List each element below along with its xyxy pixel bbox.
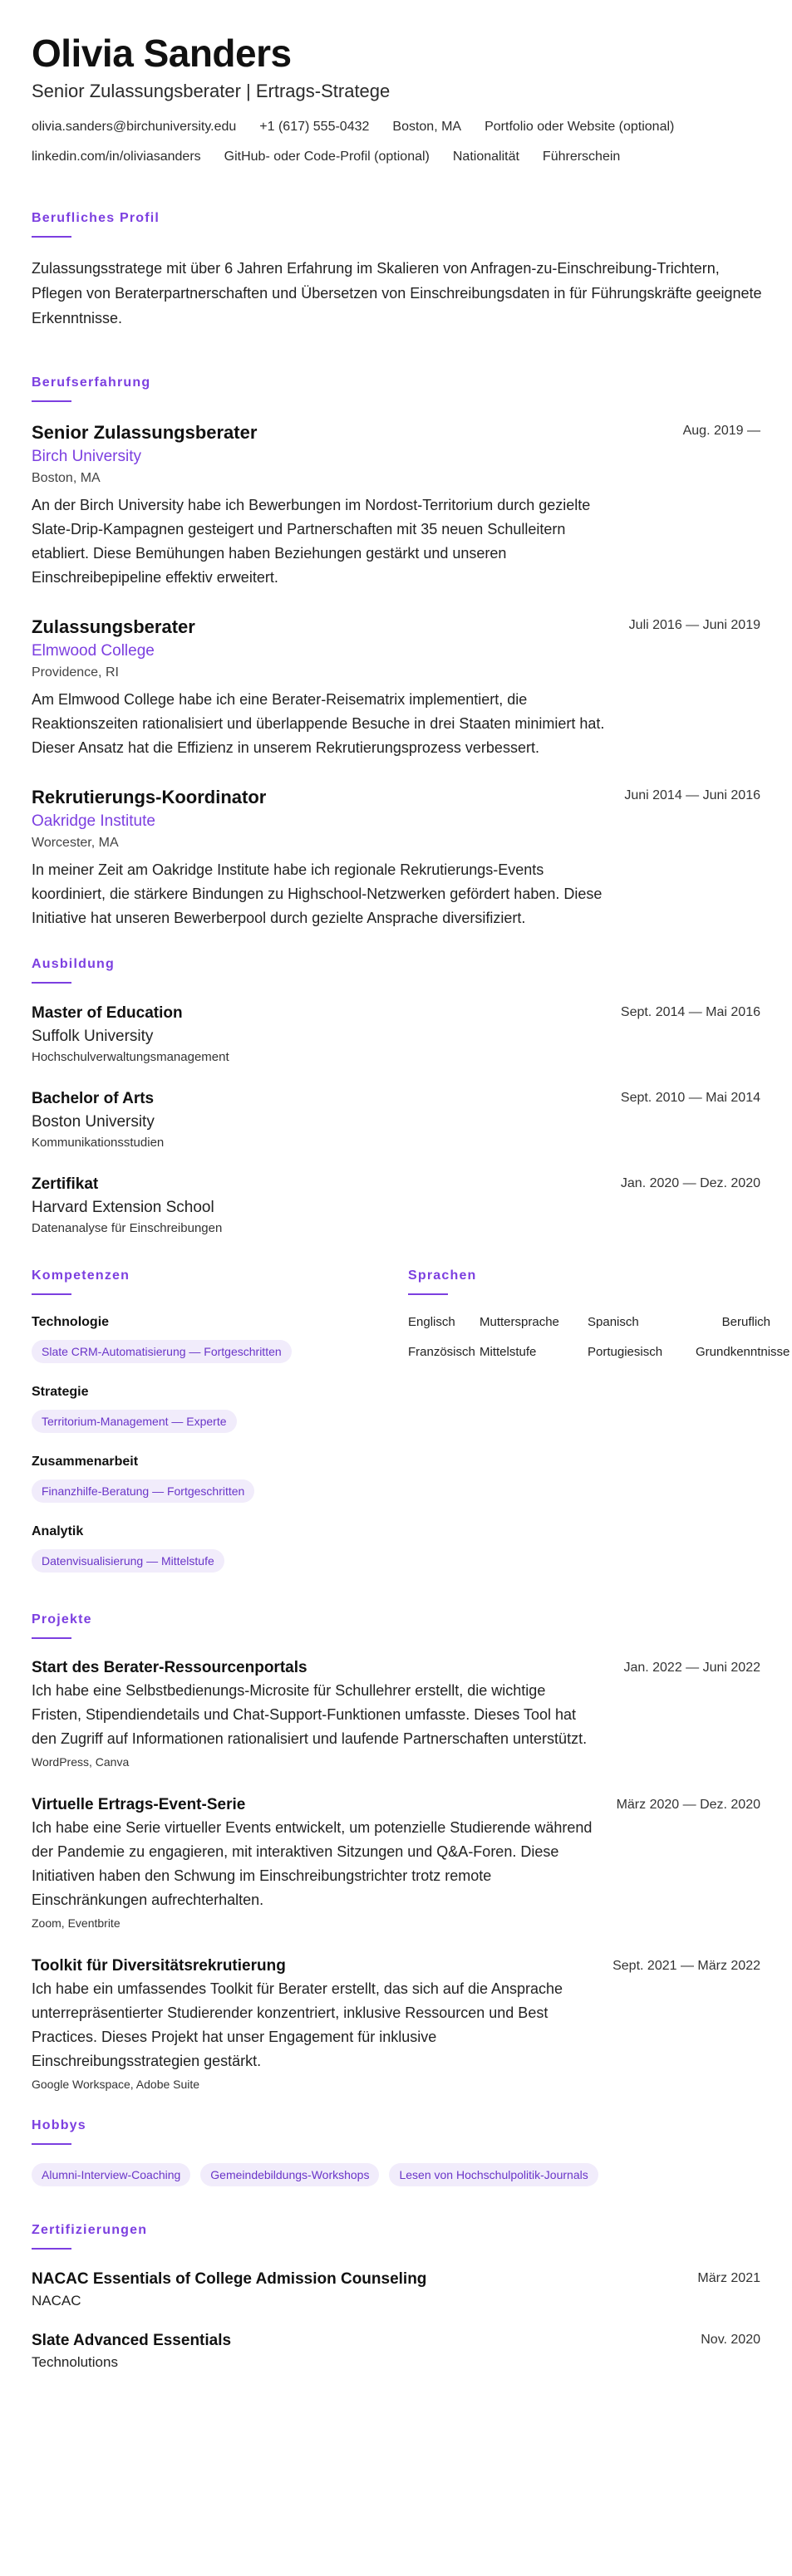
skill-tag: Territorium-Management — Experte [32,1410,237,1433]
section-divider [32,982,71,984]
profile-heading: Berufliches Profil [32,211,160,225]
language-level: Muttersprache [480,1315,559,1329]
languages-heading: Sprachen [408,1268,477,1283]
projects-heading: Projekte [32,1612,92,1627]
contact-license: Führerschein [542,150,621,164]
project-dates: März 2020 — Dez. 2020 [616,1798,760,1812]
education-degree: Zertifikat [32,1175,99,1193]
certification-issuer: NACAC [32,2293,81,2309]
section-divider [32,2143,71,2145]
experience-heading: Berufserfahrung [32,375,151,390]
project-title: Virtuelle Ertrags-Event-Serie [32,1796,246,1813]
experience-role: Zulassungsberater [32,616,195,637]
certification-item [32,2329,760,2372]
profile-section [32,209,760,331]
hobbies-heading: Hobbys [32,2118,86,2132]
candidate-title: Senior Zulassungsberater | Ertrags-Stratege [32,81,391,101]
skill-tag: Finanzhilfe-Beratung — Fortgeschritten [32,1479,254,1503]
contact-phone[interactable]: +1 (617) 555-0432 [259,120,370,134]
experience-company: Elmwood College [32,642,155,660]
experience-role: Rekrutierungs-Koordinator [32,787,267,807]
skill-group [32,1383,408,1433]
certification-date: März 2021 [697,2271,760,2285]
education-degree: Master of Education [32,1004,183,1022]
skill-tag: Datenvisualisierung — Mittelstufe [32,1549,224,1573]
section-divider [32,236,71,238]
education-school: Boston University [32,1113,155,1131]
contact-email[interactable]: olivia.sanders@birchuniversity.edu [32,120,237,134]
language-name: Portugiesisch [588,1345,663,1359]
section-divider [32,400,71,402]
certification-item [32,2268,760,2311]
education-field: Datenanalyse für Einschreibungen [32,1221,223,1235]
project-description: Ich habe eine Selbstbedienungs-Microsite für Schullehrer erstellt, die wichtige Fristen, Stipendiendetails und Chat-Support-Funktionen umfasste. Dieses Tool hat den Zugriff auf Informationen rationalisiert und laufende Partnerschaften unterstützt. [32,1682,588,1747]
education-field: Hochschulverwaltungsmanagement [32,1050,229,1064]
project-description: Ich habe eine Serie virtueller Events entwickelt, um potenzielle Studierende während der Pandemie zu engagieren, mit interaktiven Sitzungen und Q&A-Foren. Diese Initiativen haben den Schwung im Einschreibungstrichter trotz remote Einschränkungen aufrechterhalten. [32,1819,593,1908]
experience-dates: Aug. 2019 — [682,424,760,438]
experience-location: Worcester, MA [32,836,119,850]
skills-section [32,1267,408,1592]
education-school: Harvard Extension School [32,1199,214,1216]
skill-category: Technologie [32,1315,110,1329]
contact-linkedin[interactable]: linkedin.com/in/oliviasanders [32,150,201,164]
contact-github[interactable]: GitHub- oder Code-Profil (optional) [224,150,430,164]
certifications-section [32,2221,760,2372]
project-dates: Sept. 2021 — März 2022 [612,1959,760,1973]
experience-description: An der Birch University habe ich Bewerbungen im Nordost-Territorium durch gezielte Slate-Drip-Kampagnen gesteigert und Partnerschaften mit 35 neuen Schulleitern etabliert. Diese Bemühungen haben Beziehungen gestärkt und unseren Einschreibepipeline effektiv erweitert. [32,497,591,586]
profile-text: Zulassungsstratege mit über 6 Jahren Erfahrung im Skalieren von Anfragen-zu-Einschreibung-Trichtern, Pflegen von Beraterpartnerschaften und Übersetzen von Einschreibungsdaten in für Führungskräfte geeignete Erkenntnisse. [32,260,762,326]
contact-nationality: Nationalität [452,150,519,164]
language-name: Spanisch [588,1315,639,1329]
education-item [32,1173,760,1239]
project-tech: Google Workspace, Adobe Suite [32,2078,200,2091]
skill-tag: Slate CRM-Automatisierung — Fortgeschritten [32,1340,292,1363]
languages-section [408,1267,790,1592]
resume-header [32,30,760,166]
language-list [408,1313,790,1362]
contact-list [32,118,763,166]
experience-company: Birch University [32,448,141,465]
hobby-tag: Alumni-Interview-Coaching [32,2163,190,2186]
experience-dates: Juli 2016 — Juni 2019 [628,618,760,632]
experience-item [32,420,760,590]
skill-category: Analytik [32,1524,84,1538]
experience-item [32,785,760,930]
experience-role: Senior Zulassungsberater [32,422,258,443]
education-section [32,955,760,1239]
section-divider [32,1293,71,1295]
skill-category: Strategie [32,1385,89,1399]
education-field: Kommunikationsstudien [32,1136,165,1150]
education-item [32,1002,760,1067]
language-level: Mittelstufe [480,1345,537,1359]
certification-date: Nov. 2020 [701,2333,760,2347]
skill-category: Zusammenarbeit [32,1455,139,1469]
hobbies-section [32,2117,760,2186]
education-degree: Bachelor of Arts [32,1090,155,1107]
contact-location: Boston, MA [392,120,462,134]
experience-location: Providence, RI [32,665,119,680]
project-item [32,1955,760,2093]
education-dates: Sept. 2014 — Mai 2016 [620,1005,760,1019]
experience-description: Am Elmwood College habe ich eine Berater-Reisematrix implementiert, die Reaktionszeiten rationalisiert und überlappende Besuche in drei Staaten minimiert hat. Dieser Ansatz hat die Effizienz in unserem Rekrutierungsprozess verbessert. [32,691,605,756]
certification-name: NACAC Essentials of College Admission Counseling [32,2270,427,2288]
project-dates: Jan. 2022 — Juni 2022 [623,1661,760,1675]
experience-dates: Juni 2014 — Juni 2016 [624,788,760,802]
skills-heading: Kompetenzen [32,1268,130,1283]
skill-group [32,1523,408,1573]
project-tech: WordPress, Canva [32,1755,130,1769]
skills-languages-row [32,1267,790,1592]
projects-section [32,1611,760,2093]
experience-location: Boston, MA [32,471,101,485]
language-name: Französisch [408,1345,475,1359]
skill-group [32,1313,408,1363]
section-divider [408,1293,448,1295]
language-level: Grundkenntnisse [696,1345,790,1359]
hobby-tag: Lesen von Hochschulpolitik-Journals [389,2163,598,2186]
education-heading: Ausbildung [32,957,115,971]
candidate-name: Olivia Sanders [32,32,292,75]
project-title: Toolkit für Diversitätsrekrutierung [32,1957,286,1975]
education-school: Suffolk University [32,1028,154,1045]
certification-issuer: Technolutions [32,2354,118,2370]
certifications-heading: Zertifizierungen [32,2223,148,2237]
project-tech: Zoom, Eventbrite [32,1916,121,1930]
education-dates: Jan. 2020 — Dez. 2020 [620,1176,760,1190]
project-item [32,1657,760,1771]
experience-description: In meiner Zeit am Oakridge Institute habe ich regionale Rekrutierungs-Events koordiniert, die stärkere Bindungen zu Highschool-Netzwerken gefördert haben. Diese Initiative hat unseren Bewerberpool durch gezielte Ansprache diversifiziert. [32,861,603,926]
education-item [32,1087,760,1153]
certification-name: Slate Advanced Essentials [32,2332,232,2349]
section-divider [32,1637,71,1639]
language-level: Beruflich [721,1315,770,1329]
project-item [32,1794,760,1932]
section-divider [32,2248,71,2250]
project-title: Start des Berater-Ressourcenportals [32,1659,307,1676]
experience-item [32,615,760,760]
contact-portfolio[interactable]: Portfolio oder Website (optional) [485,120,675,134]
experience-section [32,374,760,930]
experience-company: Oakridge Institute [32,812,155,830]
project-description: Ich habe ein umfassendes Toolkit für Berater erstellt, das sich auf die Ansprache unterrepräsentierter Studierender konzentriert, inklusive Ressourcen und Best Practices. Dieses Projekt hat unser Engagement für inklusive Einschreibungsstrategien gestärkt. [32,1980,563,2069]
skill-group [32,1453,408,1503]
education-dates: Sept. 2010 — Mai 2014 [620,1091,760,1105]
hobby-tag: Gemeindebildungs-Workshops [200,2163,379,2186]
language-name: Englisch [408,1315,455,1329]
hobby-list [32,2163,760,2186]
